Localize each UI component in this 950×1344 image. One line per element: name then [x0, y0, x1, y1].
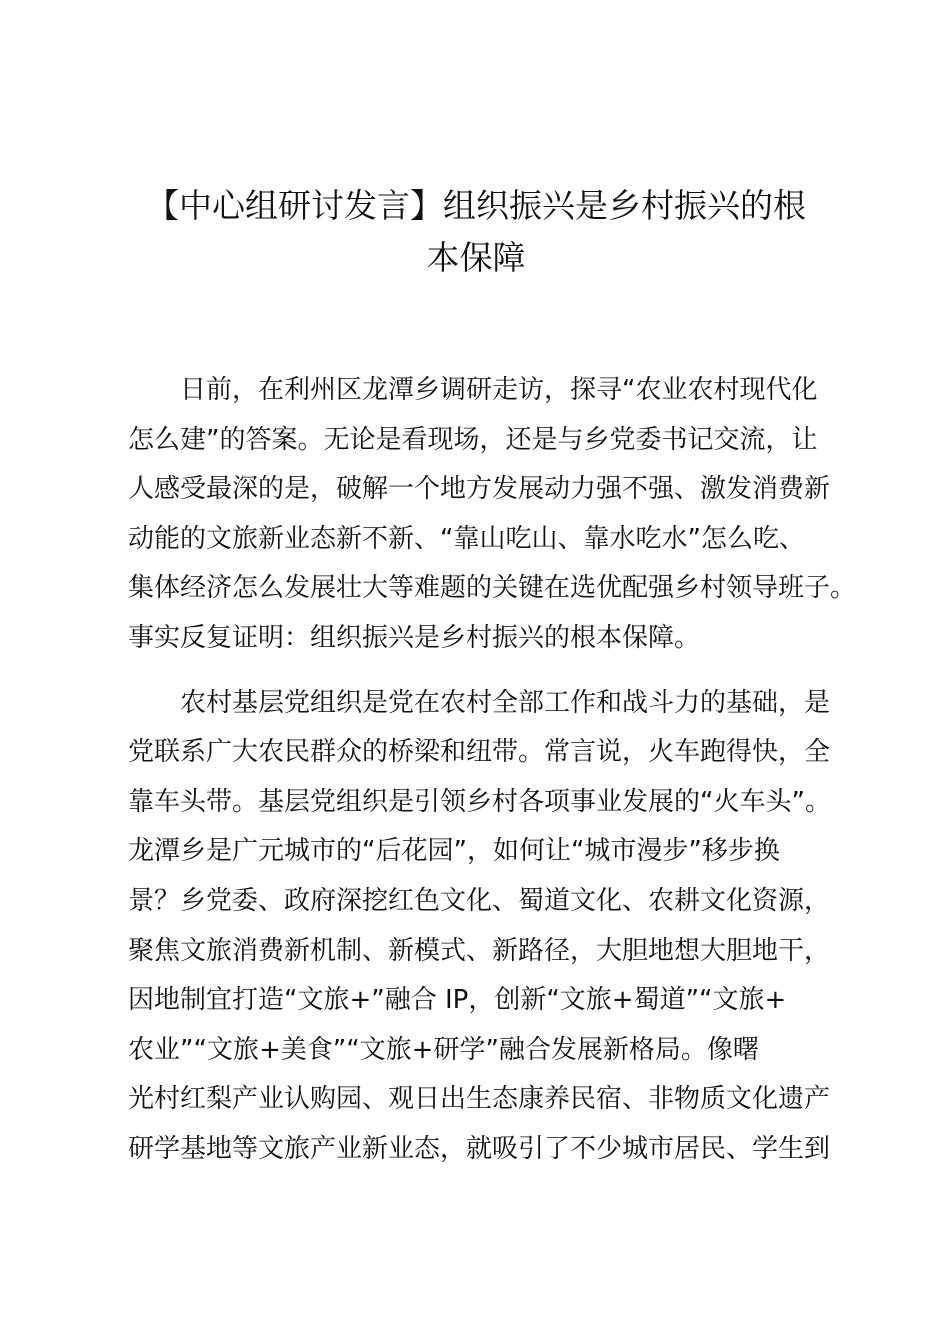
text-line: 人感受最深的是，破解一个地方发展动力强不强、激发消费新 — [128, 474, 831, 505]
text-line: 集体经济怎么发展壮大等难题的关键在选优配强乡村领导班子。 — [128, 573, 857, 604]
document-body — [128, 366, 857, 1175]
title-line: 本保障 — [426, 238, 526, 277]
text-line: 农村基层党组织是党在农村全部工作和战斗力的基础，是 — [180, 687, 831, 718]
text-line: 党联系广大农民群众的桥梁和纽带。常言说，火车跑得快，全 — [128, 737, 831, 768]
text-line: 农业”“文旅+美食”“文旅+研学”融合发展新格局。像曙 — [128, 1034, 759, 1065]
text-line: 日前，在利州区龙潭乡调研走访，探寻“农业农村现代化 — [180, 375, 818, 405]
paragraph-2 — [128, 679, 832, 1175]
text-line: 靠车头带。基层党组织是引领乡村各项事业发展的“火车头”。 — [128, 786, 831, 817]
title-line: 【中心组研讨发言】组织振兴是乡村振兴的根 — [146, 186, 806, 225]
text-line: 景？乡党委、政府深挖红色文化、蜀道文化、农耕文化资源， — [128, 885, 831, 916]
text-line: 怎么建”的答案。无论是看现场，还是与乡党委书记交流，让 — [128, 424, 818, 455]
text-line: 光村红梨产业认购园、观日出生态康养民宿、非物质文化遗产 — [128, 1084, 831, 1115]
document-title — [118, 180, 834, 284]
text-line: 动能的文旅新业态新不新、“靠山吃山、靠水吃水”怎么吃、 — [128, 523, 805, 554]
text-line: 事实反复证明：组织振兴是乡村振兴的根本保障。 — [128, 622, 701, 653]
text-line: 聚焦文旅消费新机制、新模式、新路径，大胆地想大胆地干， — [128, 935, 831, 966]
text-line: 研学基地等文旅产业新业态，就吸引了不少城市居民、学生到 — [128, 1133, 831, 1164]
text-line: 因地制宜打造“文旅+”融合 IP，创新“文旅+蜀道”“文旅+ — [128, 985, 787, 1016]
text-line: 龙潭乡是广元城市的“后花园”，如何让“城市漫步”移步换 — [128, 836, 780, 867]
paragraph-1 — [128, 366, 857, 664]
